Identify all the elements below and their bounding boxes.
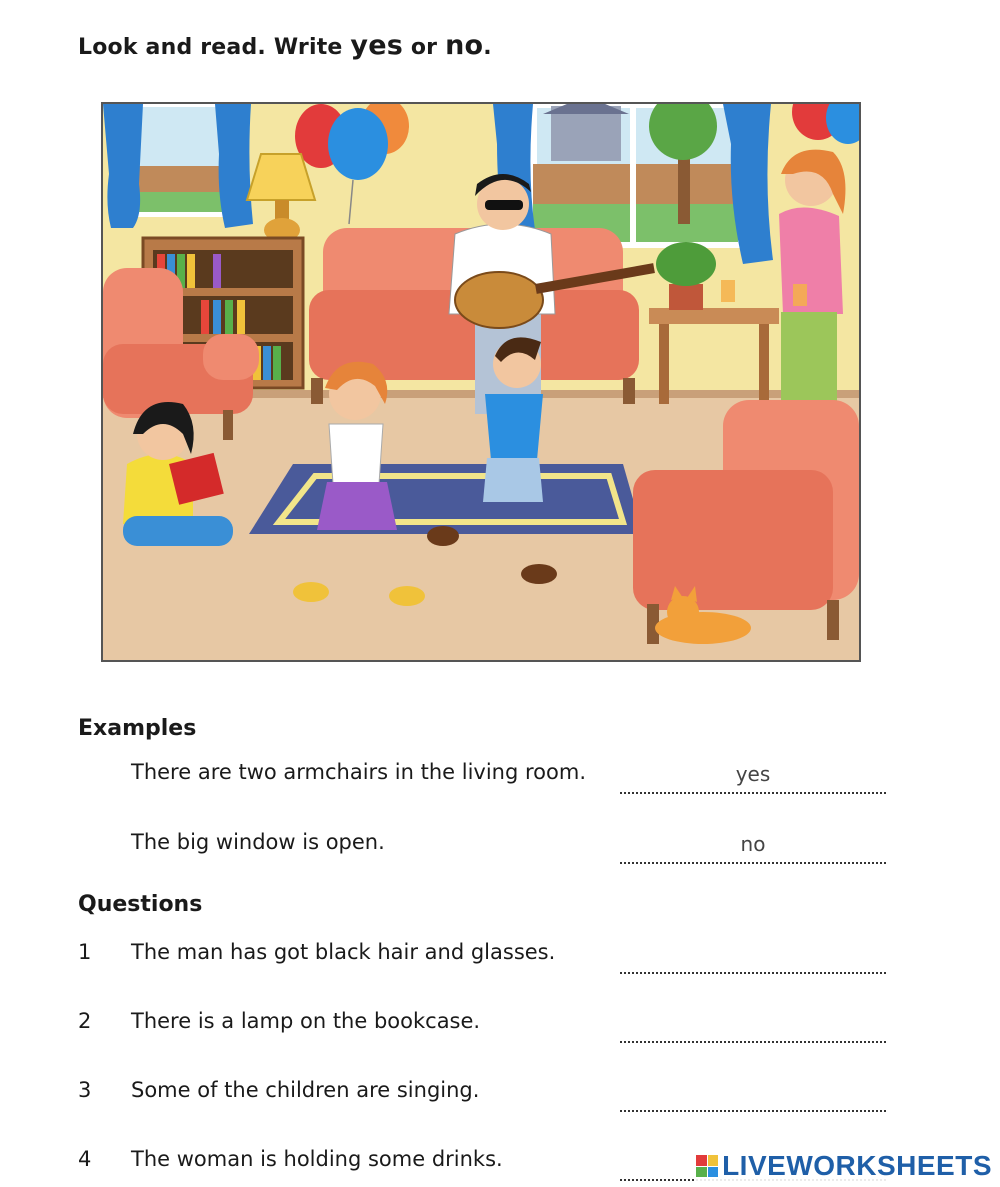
instruction-yes: yes xyxy=(350,30,403,61)
question-answer-1[interactable] xyxy=(620,940,886,974)
example-row-2 xyxy=(0,830,1000,870)
question-row-2 xyxy=(0,1009,1000,1049)
big-window xyxy=(533,104,738,244)
question-number-4: 4 xyxy=(78,1147,92,1171)
instruction-suffix: . xyxy=(483,35,492,60)
question-answer-2[interactable] xyxy=(620,1009,886,1043)
example-row-1 xyxy=(0,760,1000,800)
question-number-3: 3 xyxy=(78,1078,92,1102)
logo-mark-icon xyxy=(696,1155,718,1177)
question-sentence-4: The woman is holding some drinks. xyxy=(131,1147,503,1171)
question-sentence-3: Some of the children are singing. xyxy=(131,1078,480,1102)
instruction xyxy=(78,30,492,61)
instruction-no: no xyxy=(445,30,484,61)
example-sentence-2: The big window is open. xyxy=(131,830,385,854)
example-sentence-1: There are two armchairs in the living room. xyxy=(131,760,586,784)
logo-text: LIVEWORKSHEETS xyxy=(722,1150,992,1181)
question-answer-3[interactable] xyxy=(620,1078,886,1112)
liveworksheets-logo xyxy=(696,1146,992,1186)
instruction-prefix: Look and read. Write xyxy=(78,35,351,60)
instruction-middle: or xyxy=(403,35,446,60)
question-sentence-2: There is a lamp on the bookcase. xyxy=(131,1009,481,1033)
question-number-1: 1 xyxy=(78,940,92,964)
examples-heading: Examples xyxy=(78,716,197,741)
example-answer-2[interactable] xyxy=(620,830,886,864)
questions-heading: Questions xyxy=(78,892,203,917)
living-room-illustration xyxy=(101,102,861,662)
question-row-1 xyxy=(0,940,1000,980)
rug xyxy=(249,464,643,534)
question-sentence-1: The man has got black hair and glasses. xyxy=(131,940,556,964)
example-answer-1[interactable] xyxy=(620,760,886,794)
question-number-2: 2 xyxy=(78,1009,92,1033)
question-row-3 xyxy=(0,1078,1000,1118)
